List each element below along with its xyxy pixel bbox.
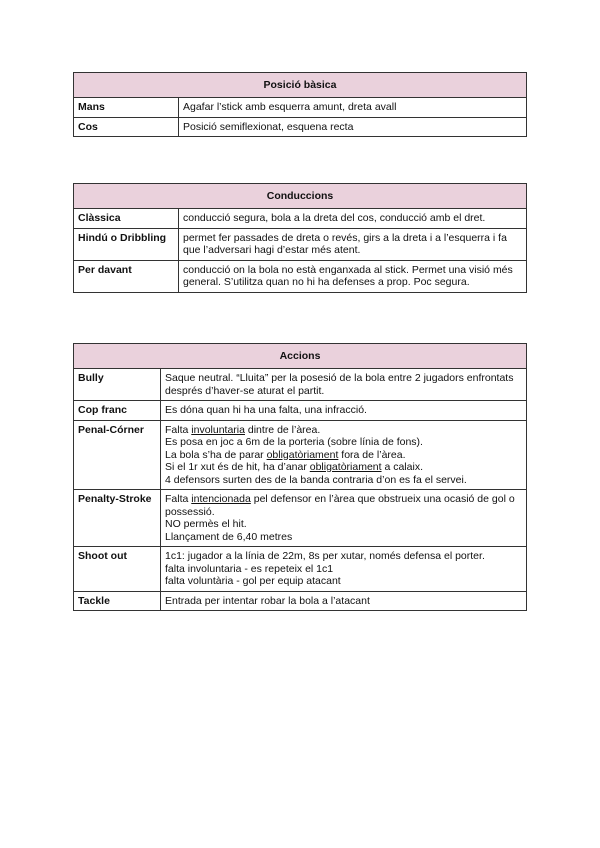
description-line: Agafar l’stick amb esquerra amunt, dreta avall	[183, 101, 397, 113]
row-description	[161, 591, 527, 611]
row-label: Hindú o Dribbling	[74, 228, 179, 260]
table-row	[74, 209, 527, 229]
description-line: 1c1: jugador a la línia de 22m, 8s per xutar, només defensa el porter.	[165, 550, 485, 562]
row-description	[179, 260, 527, 292]
description-line: Entrada per intentar robar la bola a l’atacant	[165, 594, 370, 607]
description-line: NO permès el hit.	[165, 518, 247, 530]
table-row	[74, 420, 527, 490]
row-description	[161, 490, 527, 547]
row-description	[179, 228, 527, 260]
row-label: Penalty-Stroke	[74, 490, 161, 547]
description-line: permet fer passades de dreta o revés, girs a la dreta i a l’esquerra i fa que l’adversari hagi d’estar més atent.	[183, 231, 507, 256]
description-line: Falta intencionada pel defensor en l’àrea que obstrueix una ocasió de gol o possessió.	[165, 493, 515, 518]
row-description	[179, 209, 527, 229]
table-title: Conduccions	[74, 184, 527, 209]
underlined-text: involuntaria	[191, 423, 245, 436]
table-row	[74, 547, 527, 592]
underlined-text: obligatòriament	[266, 448, 339, 461]
table-row	[74, 591, 527, 611]
table-conduccions	[73, 183, 527, 293]
description-line: Posició semiflexionat, esquena recta	[183, 120, 354, 133]
underlined-text: intencionada	[191, 493, 251, 505]
row-label: Per davant	[74, 260, 179, 292]
description-line: Saque neutral. “Lluita” per la posesió de la bola entre 2 jugadors enfrontats després d’haver-se aturat el partit.	[165, 372, 514, 397]
table-posicio-basica	[73, 72, 527, 137]
row-label: Tackle	[74, 591, 161, 611]
row-label: Mans	[74, 98, 179, 118]
description-line: La bola s’ha de parar obligatòriament fora de l’àrea.	[165, 448, 406, 461]
row-label: Shoot out	[74, 547, 161, 592]
table-row	[74, 401, 527, 421]
row-description	[179, 98, 527, 118]
description-line: Falta involuntaria dintre de l’àrea.	[165, 423, 321, 436]
row-label: Cos	[74, 117, 179, 137]
row-label: Cop franc	[74, 401, 161, 421]
description-line: Es dóna quan hi ha una falta, una infracció.	[165, 404, 367, 416]
row-description	[161, 547, 527, 592]
description-line: Llançament de 6,40 metres	[165, 530, 293, 543]
row-description	[161, 369, 527, 401]
underlined-text: obligatòriament	[309, 461, 382, 473]
row-label: Penal-Córner	[74, 420, 161, 490]
table-row	[74, 490, 527, 547]
table-title: Posició bàsica	[74, 73, 527, 98]
row-description	[161, 401, 527, 421]
table-title: Accions	[74, 344, 527, 369]
table-row	[74, 369, 527, 401]
table-accions	[73, 343, 527, 611]
row-description	[179, 117, 527, 137]
row-label: Clàssica	[74, 209, 179, 229]
row-description	[161, 420, 527, 490]
description-line: 4 defensors surten des de la banda contraria d’on es fa el servei.	[165, 473, 467, 486]
table-row	[74, 260, 527, 292]
description-line: Si el 1r xut és de hit, ha d’anar obligatòriament a calaix.	[165, 461, 423, 473]
table-row	[74, 98, 527, 118]
description-line: Es posa en joc a 6m de la porteria (sobre línia de fons).	[165, 436, 423, 448]
description-line: falta voluntària - gol per equip atacant	[165, 575, 341, 587]
description-line: conducció segura, bola a la dreta del cos, conducció amb el dret.	[183, 212, 486, 224]
table-row	[74, 228, 527, 260]
table-row	[74, 117, 527, 137]
row-label: Bully	[74, 369, 161, 401]
description-line: conducció on la bola no està enganxada al stick. Permet una visió més general. S’utilitza quan no hi ha defenses a prop. Poc segura.	[183, 263, 513, 288]
description-line: falta involuntaria - es repeteix el 1c1	[165, 562, 334, 575]
